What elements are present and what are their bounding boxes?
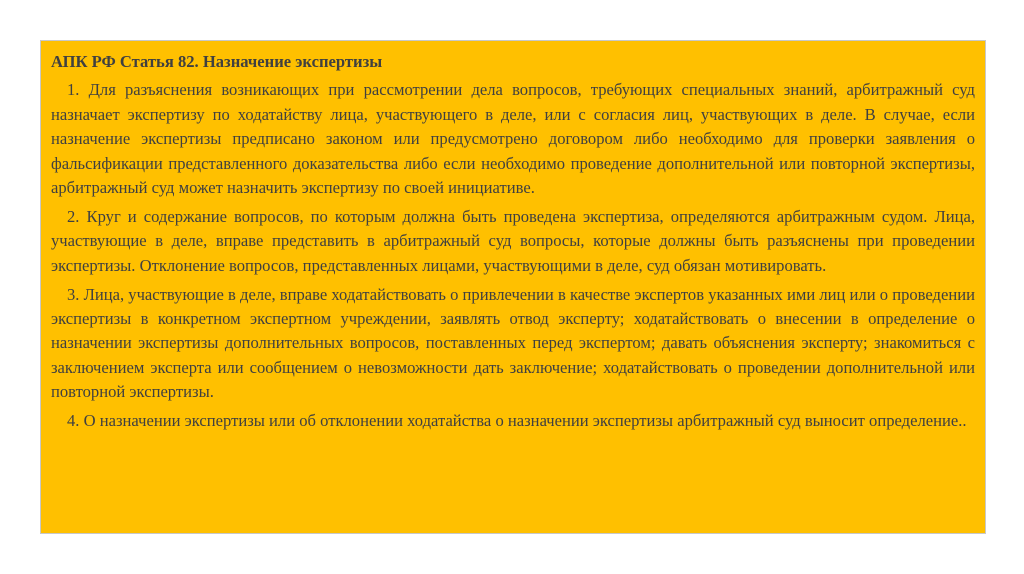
paragraph-1: 1. Для разъяснения возникающих при рассмотрении дела вопросов, требующих специальных знаний, арбитражный суд назначает экспертизу по ходатайству лица, участвующего в деле, или с согласия лиц, участвующих в деле. В случае, если назначение экспертизы предписано законом или предусмотрено договором либо необходимо для проверки заявления о фальсификации представленного доказательства либо если необходимо проведение дополнительной или повторной экспертизы, арбитражный суд может назначить экспертизу по своей инициативе. (51, 80, 975, 198)
text-panel (40, 40, 986, 534)
article-title: АПК РФ Статья 82. Назначение экспертизы (51, 52, 383, 71)
paragraph-2: 2. Круг и содержание вопросов, по которым должна быть проведена экспертиза, определяются арбитражным судом. Лица, участвующие в деле, вправе представить в арбитражный суд вопросы, которые должны быть разъяснены при проведении экспертизы. Отклонение вопросов, представленных лицами, участвующими в деле, суд обязан мотивировать. (51, 206, 975, 275)
paragraph-3: 3. Лица, участвующие в деле, вправе ходатайствовать о привлечении в качестве экспертов указанных ими лиц или о проведении экспертизы в конкретном экспертном учреждении, заявлять отвод эксперту; ходатайствовать о внесении в определение о назначении экспертизы дополнительных вопросов, поставленных перед экспертом; давать объяснения эксперту; знакомиться с заключением эксперта или сообщением о невозможности дать заключение; ходатайствовать о проведении дополнительной или повторной экспертизы. (51, 284, 976, 402)
paragraph-4: 4. О назначении экспертизы или об отклонении ходатайства о назначении экспертизы арбитражный суд выносит определение.. (67, 411, 967, 431)
